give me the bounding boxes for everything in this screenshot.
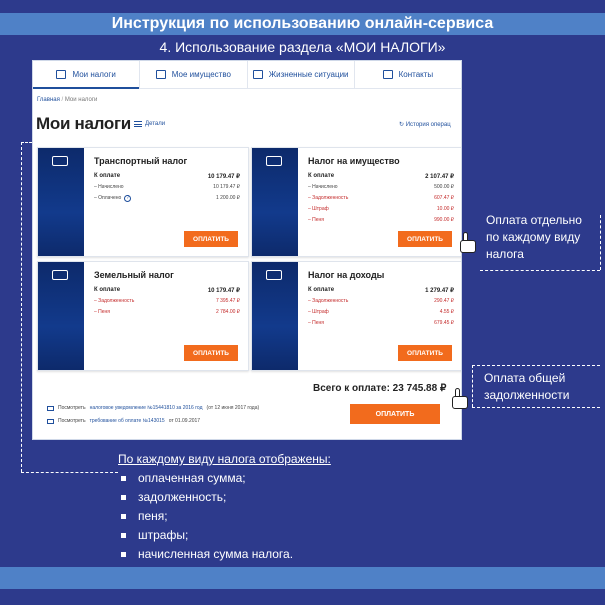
hand-pointer-icon <box>450 388 470 410</box>
tab-my-property[interactable] <box>140 61 247 88</box>
callout-line <box>472 407 600 408</box>
pay-button[interactable]: ОПЛАТИТЬ <box>184 345 238 361</box>
screenshot-frame <box>32 60 462 440</box>
list-item: начисленная сумма налога. <box>118 545 331 564</box>
land-icon <box>52 270 68 280</box>
card-row: К оплате 1 279.47 ₽ <box>308 287 454 294</box>
requirement-link[interactable]: требование об оплате №143015 <box>89 418 165 424</box>
car-icon <box>52 156 68 166</box>
breadcrumb-current: Мои налоги <box>64 97 98 103</box>
card-row: – Начислено 10 179.47 ₽ <box>94 184 240 190</box>
list-item: штрафы; <box>118 526 331 545</box>
card-row: К оплате 10 179.47 ₽ <box>94 287 240 294</box>
card-row: – Пеня 2 784.00 ₽ <box>94 309 240 315</box>
card-side-panel <box>252 148 298 256</box>
page-title: Мои налоги <box>36 114 131 133</box>
card-row: – Задолженность 290.47 ₽ <box>308 298 454 304</box>
notes-block <box>118 451 331 564</box>
slide-subtitle: 4. Использование раздела «МОИ НАЛОГИ» <box>159 39 446 55</box>
tax-card-transport <box>37 147 249 257</box>
tab-bar <box>33 61 461 89</box>
card-row: – Штраф 4.55 ₽ <box>308 309 454 315</box>
contacts-icon <box>383 70 393 79</box>
card-title: Налог на имущество <box>308 156 400 166</box>
card-row: К оплате 10 179.47 ₽ <box>94 173 240 180</box>
tab-life-situations[interactable] <box>248 61 355 88</box>
card-row: – Задолженность 607.47 ₽ <box>308 195 454 201</box>
card-row: – Начислено 500.00 ₽ <box>308 184 454 190</box>
breadcrumb-separator: / <box>61 97 64 103</box>
card-row: – Оплачено ? 1 200.00 ₽ <box>94 195 240 201</box>
notes-heading: По каждому виду налога отображены: <box>118 452 331 466</box>
card-row: К оплате 2 107.47 ₽ <box>308 173 454 180</box>
details-label: Детали <box>145 121 166 127</box>
income-icon <box>266 270 282 280</box>
tax-card-land <box>37 261 249 371</box>
slide-title: Инструкция по использованию онлайн-сервиса <box>0 13 605 35</box>
card-row: – Пеня 990.00 ₽ <box>308 217 454 223</box>
callout-line <box>472 365 473 407</box>
list-item: оплаченная сумма; <box>118 469 331 488</box>
card-title: Налог на доходы <box>308 270 385 280</box>
tab-my-taxes[interactable] <box>33 61 140 88</box>
card-title: Земельный налог <box>94 270 174 280</box>
card-row: – Задолженность 7 395.47 ₽ <box>94 298 240 304</box>
pay-button[interactable]: ОПЛАТИТЬ <box>398 345 452 361</box>
notice-link[interactable]: налоговое уведомление №15441810 за 2016 год <box>89 405 203 411</box>
card-row: – Пеня 679.45 ₽ <box>308 320 454 326</box>
tab-label: Жизненные ситуации <box>268 70 349 79</box>
list-item: пеня; <box>118 507 331 526</box>
property-icon <box>156 70 166 79</box>
requirement-link-row: Посмотреть требование об оплате №143015 от 01.09.2017 <box>47 418 200 424</box>
list-item: задолженность; <box>118 488 331 507</box>
tax-card-income <box>251 261 462 371</box>
pay-button[interactable]: ОПЛАТИТЬ <box>398 231 452 247</box>
card-side-panel <box>38 148 84 256</box>
card-side-panel <box>38 262 84 370</box>
pay-all-button[interactable]: ОПЛАТИТЬ <box>350 404 440 424</box>
tab-contacts[interactable] <box>355 61 461 88</box>
breadcrumb-home[interactable]: Главная <box>37 97 60 103</box>
envelope-icon <box>47 406 54 411</box>
bottom-band <box>0 567 605 589</box>
envelope-icon <box>47 419 54 424</box>
history-link[interactable] <box>399 121 451 128</box>
bracket-line <box>21 472 118 473</box>
callout-line <box>600 215 601 270</box>
bracket-line <box>21 142 32 143</box>
card-title: Транспортный налог <box>94 156 188 166</box>
menu-icon <box>134 121 142 127</box>
callout-total: Оплата общей задолженности <box>484 371 570 402</box>
total-amount: Всего к оплате: 23 745.88 ₽ <box>313 383 447 394</box>
history-icon: ↻ <box>399 122 406 128</box>
callout-line <box>480 270 600 271</box>
tax-icon <box>56 70 66 79</box>
tab-label: Мое имущество <box>171 70 231 79</box>
bracket-line <box>21 142 22 472</box>
callout-line <box>472 365 600 366</box>
notice-link-row: Посмотреть налоговое уведомление №15441810 за 2016 год (от 12 июня 2017 года) <box>47 405 259 411</box>
callout-separate: Оплата отдельно по каждому виду налога <box>486 213 582 261</box>
pay-button[interactable]: ОПЛАТИТЬ <box>184 231 238 247</box>
hand-pointer-icon <box>458 232 478 254</box>
breadcrumb <box>37 97 97 103</box>
notes-list <box>118 469 331 564</box>
house-icon <box>266 156 282 166</box>
history-label: История операц <box>405 122 451 128</box>
situations-icon <box>253 70 263 79</box>
card-side-panel <box>252 262 298 370</box>
tax-card-property <box>251 147 462 257</box>
tab-label: Мои налоги <box>72 70 116 79</box>
card-row: – Штраф 10.00 ₽ <box>308 206 454 212</box>
details-button[interactable] <box>134 121 165 127</box>
tab-label: Контакты <box>398 70 434 79</box>
help-icon[interactable]: ? <box>124 195 131 202</box>
